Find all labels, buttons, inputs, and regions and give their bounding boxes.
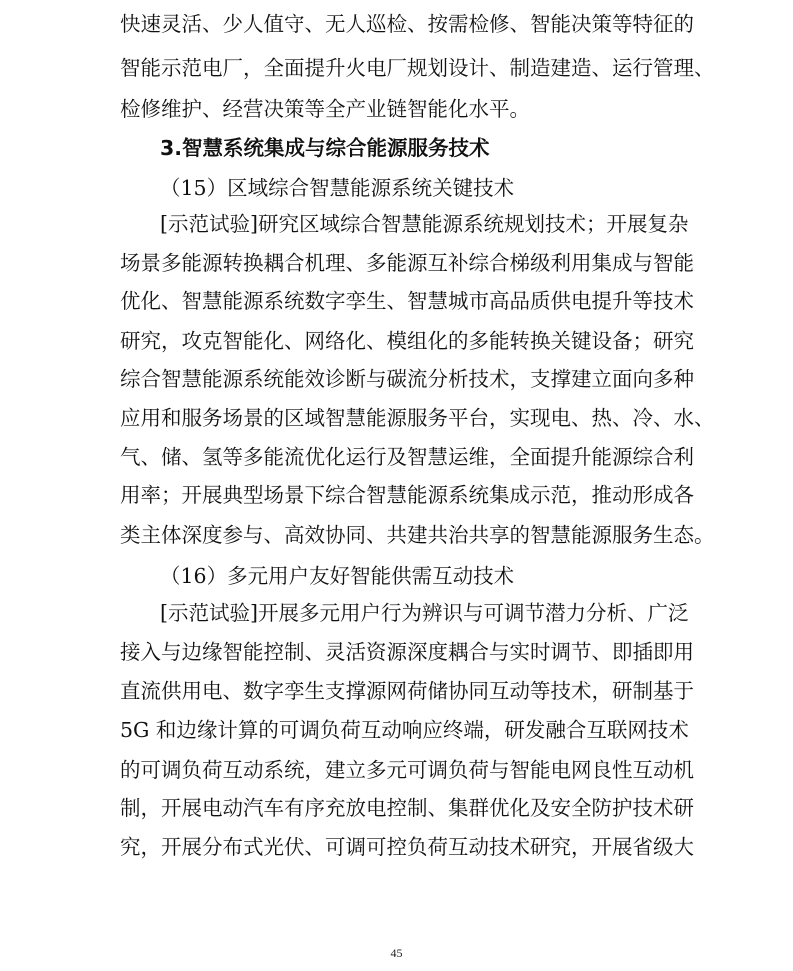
body-text-line: 检修维护、经营决策等全产业链智能化水平。 bbox=[120, 97, 530, 121]
body-text-line: 制，开展电动汽车有序充放电控制、集群优化及安全防护技术研 bbox=[120, 796, 694, 820]
body-text-line: [示范试验]开展多元用户行为辨识与可调节潜力分析、广泛 bbox=[160, 601, 689, 625]
body-text-line: 研究，攻克智能化、网络化、模组化的多能转换关键设备；研究 bbox=[120, 329, 694, 353]
body-text-line: [示范试验]研究区域综合智慧能源系统规划技术；开展复杂 bbox=[160, 212, 689, 236]
body-text-line: 优化、智慧能源系统数字孪生、智慧城市高品质供电提升等技术 bbox=[120, 289, 694, 313]
body-text-line: 的可调负荷互动系统，建立多元可调负荷与智能电网良性互动机 bbox=[120, 758, 694, 782]
body-text-line: 气、储、氢等多能流优化运行及智慧运维，全面提升能源综合利 bbox=[120, 445, 694, 469]
body-text-line: 类主体深度参与、高效协同、共建共治共享的智慧能源服务生态。 bbox=[120, 523, 715, 547]
body-text-line: 场景多能源转换耦合机理、多能源互补综合梯级利用集成与智能 bbox=[120, 251, 694, 275]
page-number: 45 bbox=[390, 946, 403, 960]
body-text-line: 用率；开展典型场景下综合智慧能源系统集成示范，推动形成各 bbox=[120, 483, 694, 507]
body-text-line: 快速灵活、少人值守、无人巡检、按需检修、智能决策等特征的 bbox=[120, 12, 694, 36]
subsection-heading: （15）区域综合智慧能源系统关键技术 bbox=[160, 176, 515, 200]
body-text-line: 综合智慧能源系统能效诊断与碳流分析技术，支撑建立面向多种 bbox=[120, 367, 694, 391]
body-text-line: 智能示范电厂，全面提升火电厂规划设计、制造建造、运行管理、 bbox=[120, 56, 715, 80]
body-text-line: 究，开展分布式光伏、可调可控负荷互动技术研究，开展省级大 bbox=[120, 835, 694, 859]
body-text-line: 5G 和边缘计算的可调负荷互动响应终端，研发融合互联网技术 bbox=[120, 718, 689, 742]
body-text-line: 直流供用电、数字孪生支撑源网荷储协同互动等技术，研制基于 bbox=[120, 679, 694, 703]
body-text-line: 应用和服务场景的区域智慧能源服务平台，实现电、热、冷、水、 bbox=[120, 406, 715, 430]
subsection-heading: （16）多元用户友好智能供需互动技术 bbox=[160, 564, 515, 588]
body-text-line: 接入与边缘智能控制、灵活资源深度耦合与实时调节、即插即用 bbox=[120, 640, 694, 664]
section-heading: 3.智慧系统集成与综合能源服务技术 bbox=[160, 136, 490, 160]
